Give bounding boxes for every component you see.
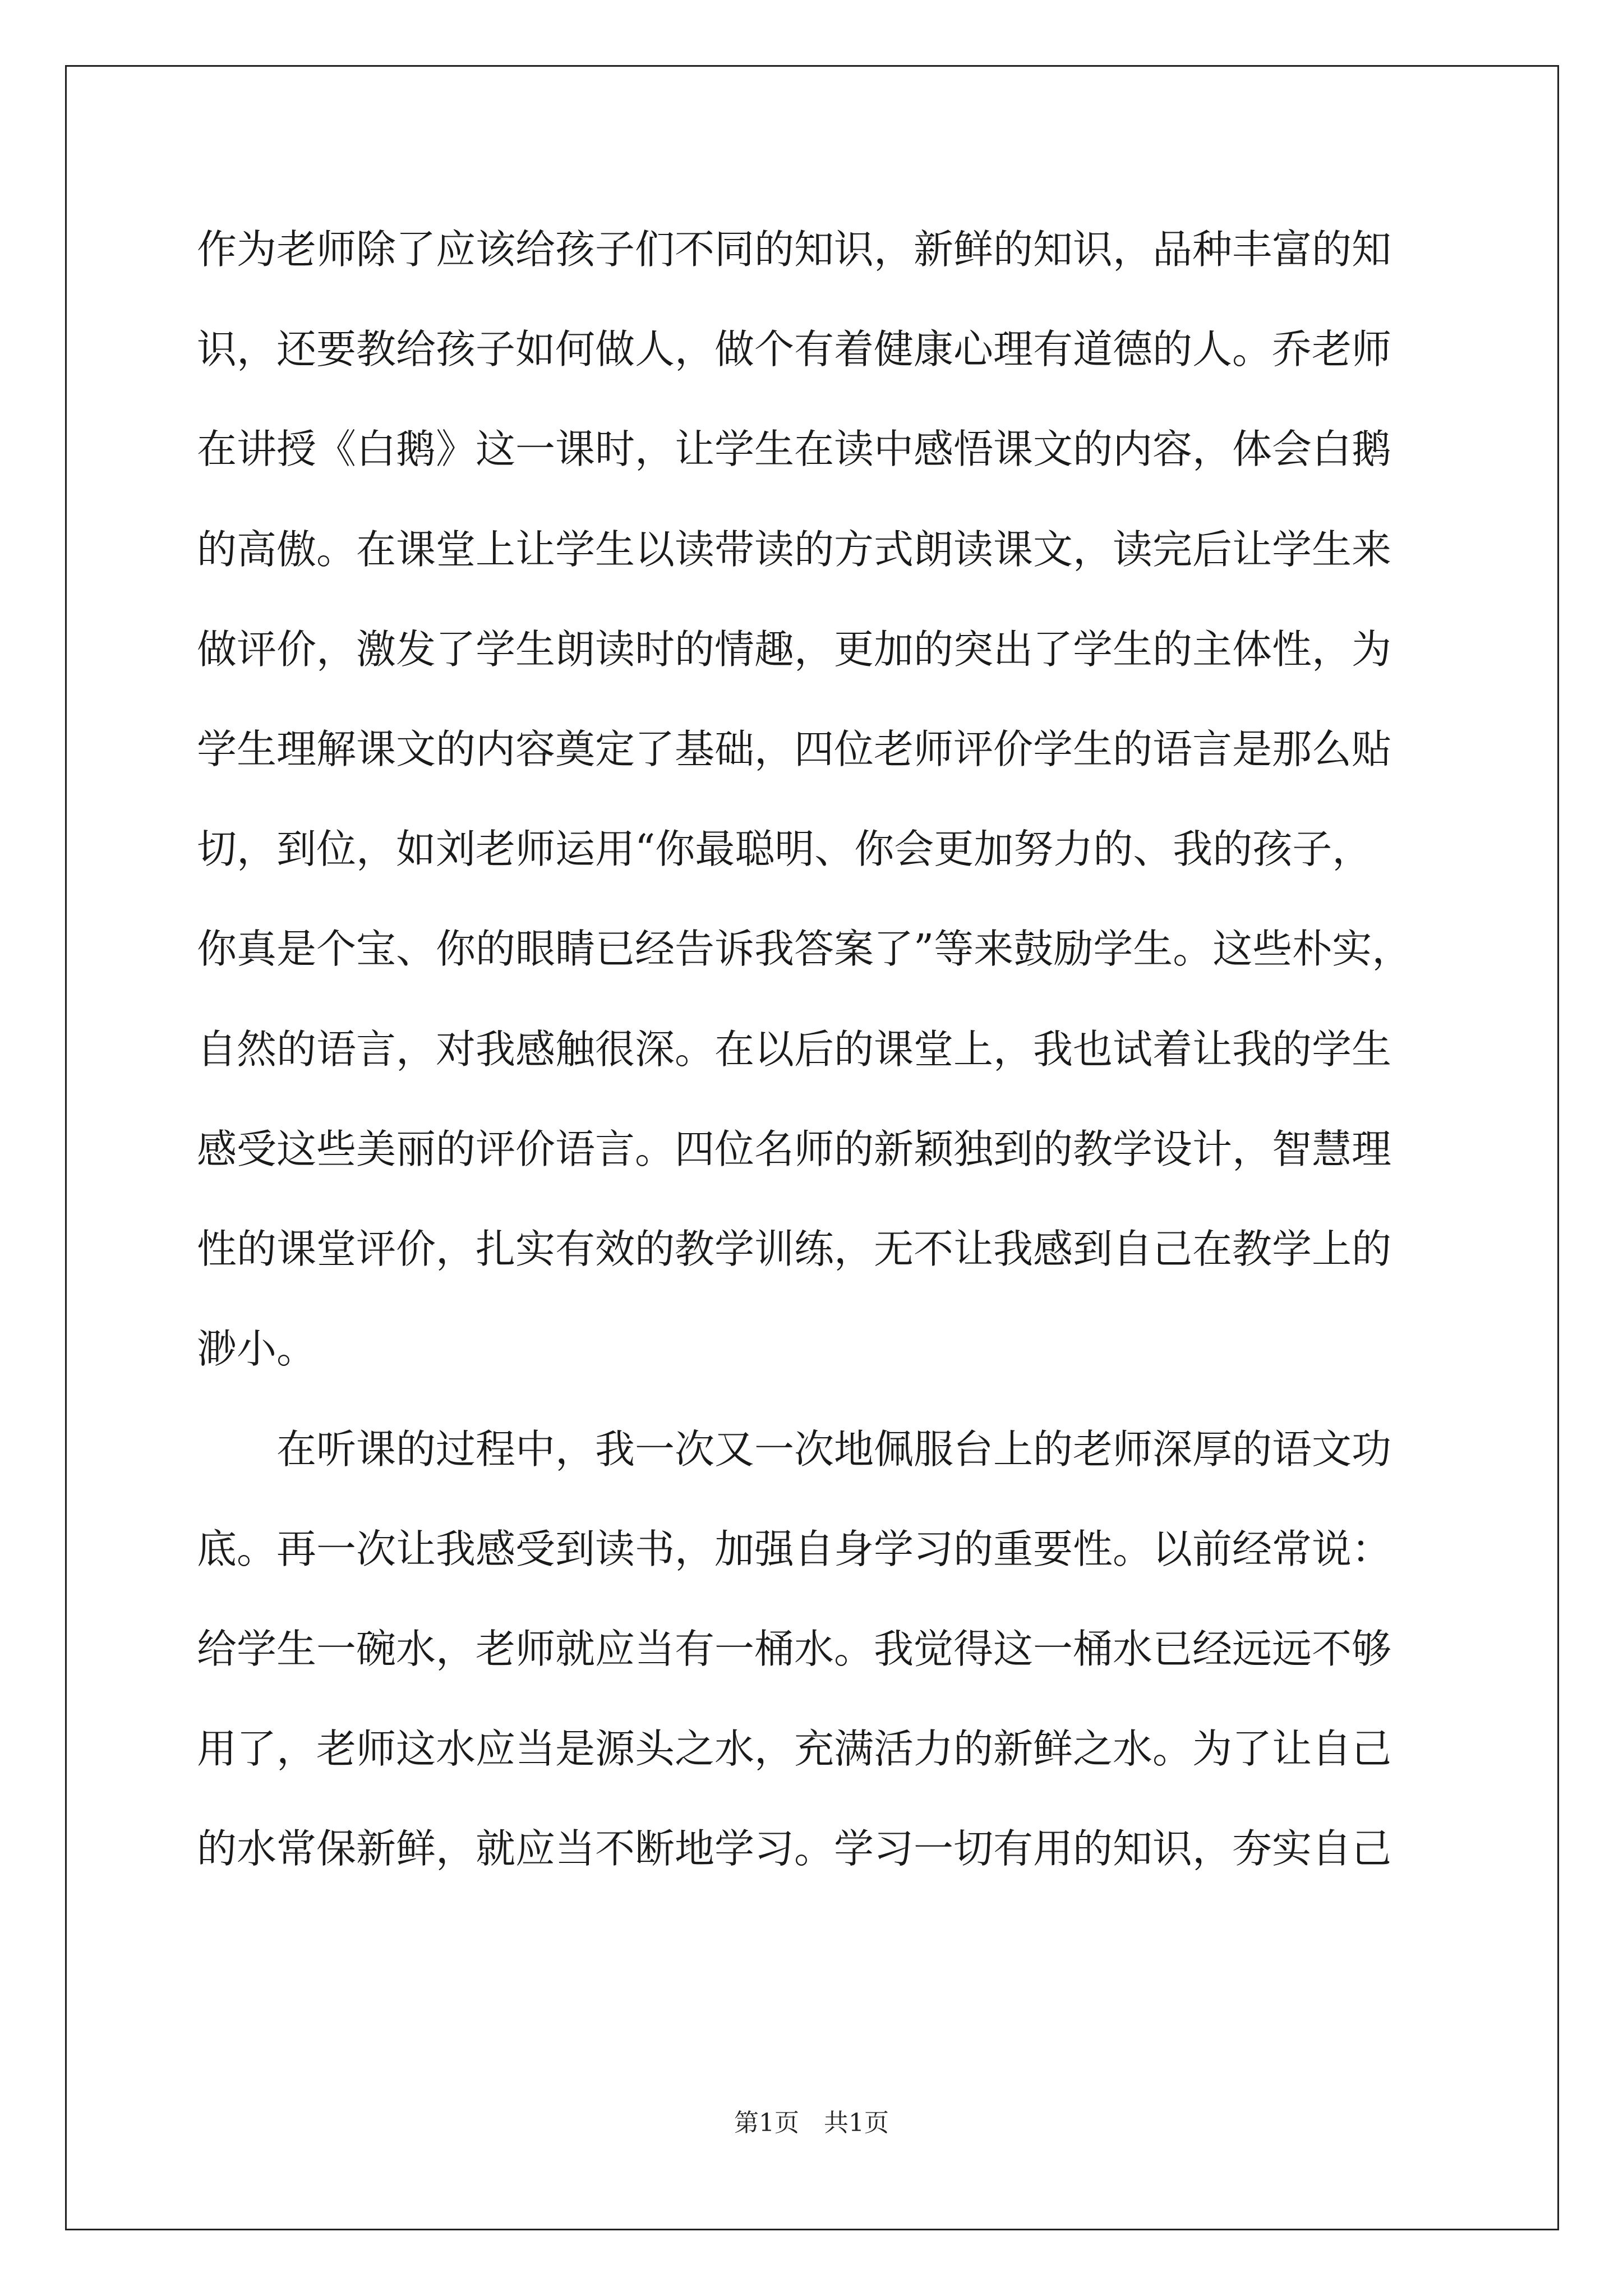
- text-line: 在讲授《白鹅》这一课时，让学生在读中感悟课文的内容，体会白鹅: [197, 426, 1392, 472]
- text-line: 底。再一次让我感受到读书，加强自身学习的重要性。以前经常说：: [197, 1526, 1392, 1572]
- text-line: 的高傲。在课堂上让学生以读带读的方式朗读课文，读完后让学生来: [197, 526, 1392, 573]
- text-line: 性的课堂评价，扎实有效的教学训练，无不让我感到自己在教学上的: [197, 1226, 1392, 1272]
- text-line: 感受这些美丽的评价语言。四位名师的新颖独到的教学设计，智慧理: [197, 1126, 1392, 1172]
- text-line: 的水常保新鲜，就应当不断地学习。学习一切有用的知识，夯实自己: [197, 1825, 1392, 1872]
- text-line: 给学生一碗水，老师就应当有一桶水。我觉得这一桶水已经远远不够: [197, 1626, 1392, 1672]
- text-line: 自然的语言，对我感触很深。在以后的课堂上，我也试着让我的学生: [197, 1026, 1392, 1073]
- text-line: 做评价，激发了学生朗读时的情趣，更加的突出了学生的主体性，为: [197, 626, 1392, 673]
- text-line: 用了，老师这水应当是源头之水，充满活力的新鲜之水。为了让自己: [197, 1726, 1392, 1772]
- text-line: 渺小。: [197, 1326, 317, 1372]
- text-line: 识，还要教给孩子如何做人，做个有着健康心理有道德的人。乔老师: [197, 326, 1392, 372]
- page-number-footer: 第1页 共1页: [734, 2109, 889, 2137]
- text-line: 学生理解课文的内容奠定了基础，四位老师评价学生的语言是那么贴: [197, 726, 1392, 772]
- text-line: 你真是个宝、你的眼睛已经告诉我答案了”等来鼓励学生。这些朴实，: [197, 926, 1412, 972]
- text-line: 在听课的过程中，我一次又一次地佩服台上的老师深厚的语文功: [197, 1426, 1392, 1473]
- text-line: 切，到位，如刘老师运用“你最聪明、你会更加努力的、我的孩子，: [197, 826, 1372, 872]
- text-line: 作为老师除了应该给孩子们不同的知识，新鲜的知识，品种丰富的知: [197, 226, 1392, 273]
